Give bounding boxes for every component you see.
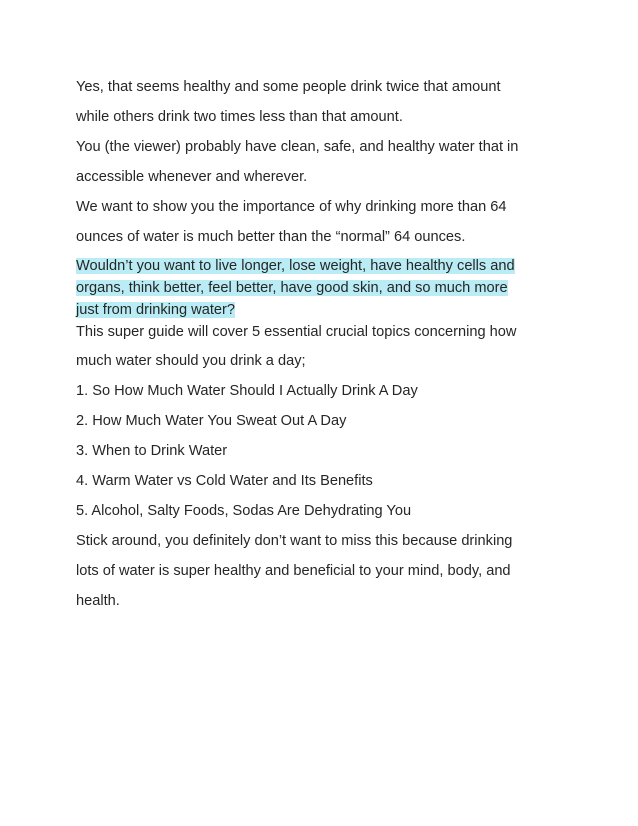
closing-paragraph <box>76 526 556 616</box>
text-line: We want to show you the importance of why drinking more than 64 <box>76 199 507 215</box>
text-line: ounces of water is much better than the “normal” 64 ounces. <box>76 229 466 245</box>
list-item: 3. When to Drink Water <box>76 443 228 459</box>
list-item: 1. So How Much Water Should I Actually Drink A Day <box>76 383 418 399</box>
text-line: while others drink two times less than that amount. <box>76 109 403 125</box>
text-line: health. <box>76 593 120 609</box>
topics-list <box>76 376 556 526</box>
text-line: Yes, that seems healthy and some people drink twice that amount <box>76 79 501 95</box>
text-line: This super guide will cover 5 essential crucial topics concerning how <box>76 324 517 340</box>
highlighted-line <box>76 299 556 321</box>
text-line: You (the viewer) probably have clean, safe, and healthy water that in <box>76 139 519 155</box>
text-line: much water should you drink a day; <box>76 353 306 369</box>
highlight-span: Wouldn’t you want to live longer, lose weight, have healthy cells and <box>76 258 515 274</box>
highlight-span: just from drinking water? <box>76 302 235 318</box>
text-line: lots of water is super healthy and beneficial to your mind, body, and <box>76 563 511 579</box>
list-item: 4. Warm Water vs Cold Water and Its Benefits <box>76 473 373 489</box>
highlight-span: organs, think better, feel better, have good skin, and so much more <box>76 280 508 296</box>
highlighted-paragraph <box>76 252 556 322</box>
highlighted-line <box>76 277 556 299</box>
text-line: Stick around, you definitely don’t want to miss this because drinking <box>76 533 513 549</box>
intro-paragraph <box>76 72 556 252</box>
text-line: accessible whenever and wherever. <box>76 169 308 185</box>
list-item: 5. Alcohol, Salty Foods, Sodas Are Dehydrating You <box>76 503 412 519</box>
list-item: 2. How Much Water You Sweat Out A Day <box>76 413 347 429</box>
guide-intro-paragraph <box>76 322 556 376</box>
document-body <box>76 72 556 616</box>
highlighted-line <box>76 255 556 277</box>
